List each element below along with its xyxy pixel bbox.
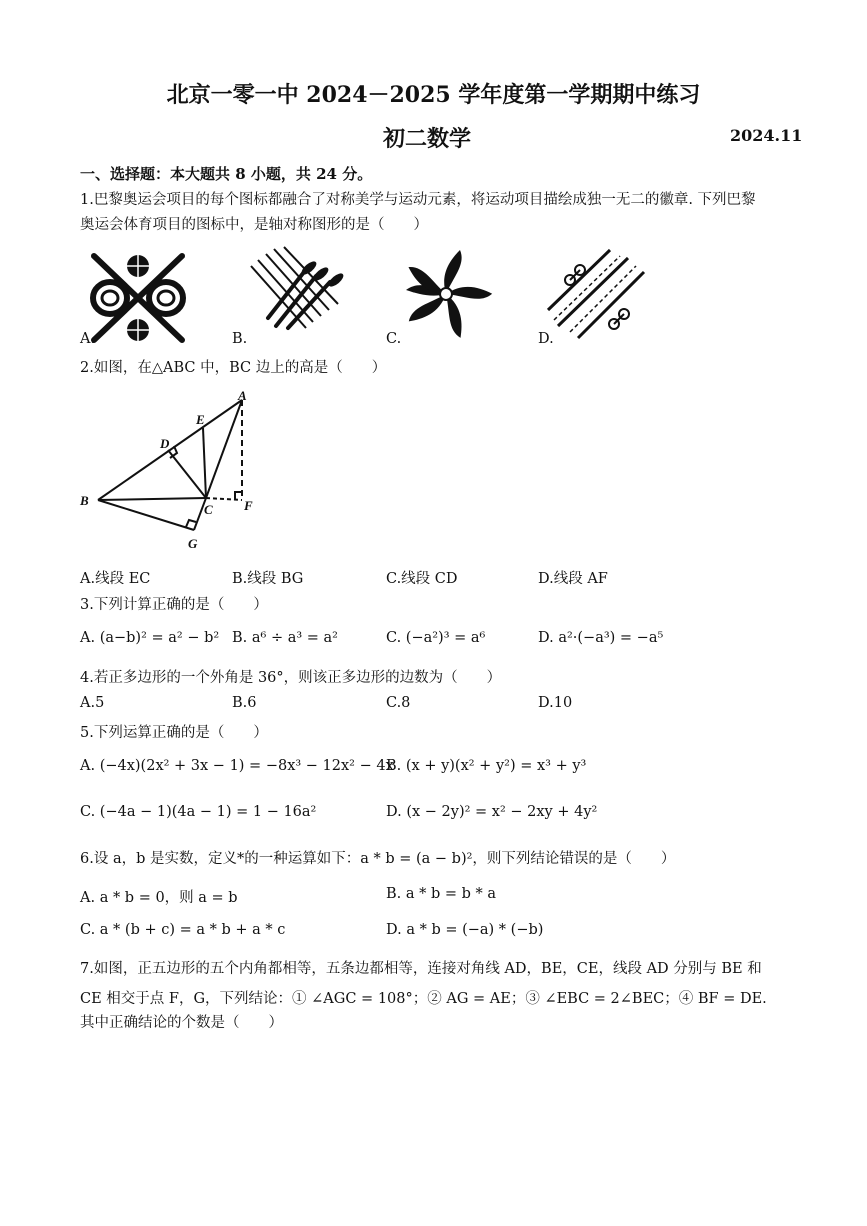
- q7-stem-line2: CE 相交于点 F，G，下列结论：① ∠AGC = 108°；② AG = AE；③ ∠EBC = 2∠BEC；④ BF = DE.: [80, 991, 767, 1007]
- point-c-label: C: [204, 502, 213, 517]
- point-d-label: D: [160, 436, 170, 451]
- q5-stem: 5.下列运算正确的是（ ）: [80, 725, 268, 741]
- q3-option-b: B. a⁶ ÷ a³ = a²: [232, 630, 338, 646]
- section-heading: 一、选择题：本大题共 8 小题，共 24 分。: [80, 165, 373, 183]
- q5-option-c: C. (−4a − 1)(4a − 1) = 1 − 16a²: [80, 804, 317, 820]
- q7-stem-line3: 其中正确结论的个数是（ ）: [80, 1015, 283, 1031]
- q1-option-d: D.: [538, 331, 554, 347]
- q6-option-d: D. a * b = (−a) * (−b): [386, 922, 544, 938]
- point-b-label: B: [80, 493, 89, 508]
- basketball-icon: [88, 252, 188, 344]
- q4-option-c: C.8: [386, 695, 411, 711]
- page-title: 北京一零一中 2024－2025 学年度第一学期期中练习: [166, 82, 701, 108]
- q2-option-c: C.线段 CD: [386, 571, 458, 587]
- q2-option-d: D.线段 AF: [538, 571, 608, 587]
- q2-stem: 2.如图，在△ABC 中，BC 边上的高是（ ）: [80, 360, 387, 376]
- rowing-icon: [246, 246, 346, 332]
- q6-option-c: C. a * (b + c) = a * b + a * c: [80, 922, 286, 938]
- point-f-label: F: [244, 498, 253, 513]
- q4-option-d: D.10: [538, 695, 573, 711]
- q2-triangle-figure: [78, 388, 268, 556]
- q2-option-b: B.线段 BG: [232, 571, 304, 587]
- q4-option-a: A.5: [80, 695, 105, 711]
- q3-option-d: D. a²·(−a³) = −a⁵: [538, 630, 664, 646]
- q6-stem: 6.设 a，b 是实数，定义*的一种运算如下：a * b = (a − b)²，则下列结论错误的是（ ）: [80, 851, 676, 867]
- q3-option-c: C. (−a²)³ = a⁶: [386, 630, 486, 646]
- page-subtitle: 初二数学: [383, 126, 472, 152]
- q1-option-c: C.: [386, 331, 402, 347]
- q3-option-a: A. (a−b)² = a² − b²: [80, 630, 220, 646]
- q4-option-b: B.6: [232, 695, 257, 711]
- q1-option-b: B.: [232, 331, 248, 347]
- point-g-label: G: [188, 536, 198, 551]
- cycling-track-icon: [548, 250, 644, 340]
- q1-option-a: A.: [80, 331, 96, 347]
- q1-stem-line2: 奥运会体育项目的图标中，是轴对称图形的是（ ）: [80, 217, 428, 233]
- q6-option-b: B. a * b = b * a: [386, 886, 497, 902]
- q5-option-b: B. (x + y)(x² + y²) = x³ + y³: [386, 758, 587, 774]
- q2-option-a: A.线段 EC: [80, 571, 151, 587]
- q6-option-a: A. a * b = 0，则 a = b: [80, 890, 238, 906]
- point-e-label: E: [196, 412, 205, 427]
- point-a-label: A: [238, 388, 247, 403]
- q5-option-a: A. (−4x)(2x² + 3x − 1) = −8x³ − 12x² − 4x: [80, 758, 394, 774]
- pinwheel-icon: [396, 248, 496, 340]
- q5-option-d: D. (x − 2y)² = x² − 2xy + 4y²: [386, 804, 598, 820]
- exam-date: 2024.11: [730, 126, 803, 145]
- q1-stem-line1: 1.巴黎奥运会项目的每个图标都融合了对称美学与运动元素，将运动项目描绘成独一无二的徽章. 下列巴黎: [80, 192, 756, 208]
- q4-stem: 4.若正多边形的一个外角是 36°，则该正多边形的边数为（ ）: [80, 670, 502, 686]
- q3-stem: 3.下列计算正确的是（ ）: [80, 597, 268, 613]
- q7-stem-line1: 7.如图，正五边形的五个内角都相等，五条边都相等，连接对角线 AD，BE，CE，线段 AD 分别与 BE 和: [80, 961, 762, 977]
